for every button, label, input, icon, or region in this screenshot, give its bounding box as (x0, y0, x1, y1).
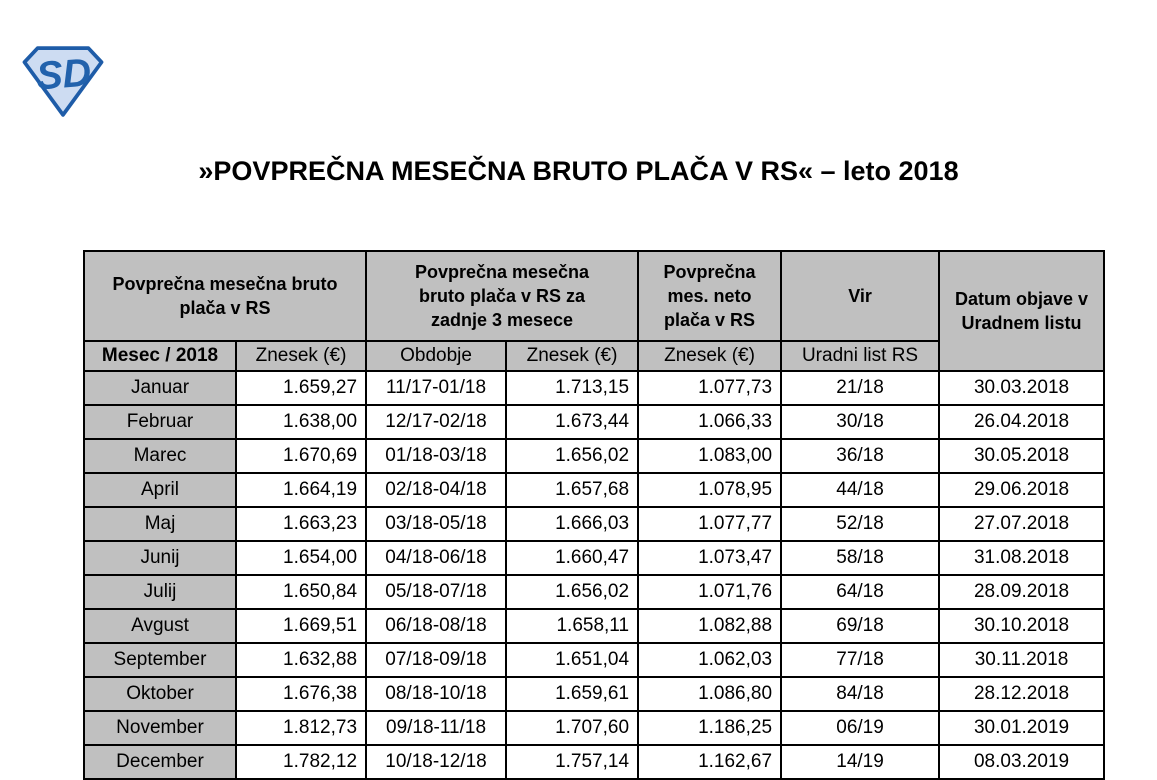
table-row (84, 507, 1104, 541)
net-amount-cell: 1.086,80 (638, 677, 781, 711)
date-cell: 30.11.2018 (939, 643, 1104, 677)
gross3m-amount-cell: 1.656,02 (506, 439, 638, 473)
gross-amount-cell: 1.782,12 (236, 745, 366, 779)
net-amount-cell: 1.077,73 (638, 371, 781, 405)
subheader-net-amount: Znesek (€) (638, 341, 781, 371)
source-cell: 77/18 (781, 643, 939, 677)
gross3m-amount-cell: 1.658,11 (506, 609, 638, 643)
period-cell: 07/18-09/18 (366, 643, 506, 677)
date-cell: 30.05.2018 (939, 439, 1104, 473)
date-cell: 30.01.2019 (939, 711, 1104, 745)
page-title: »POVPREČNA MESEČNA BRUTO PLAČA V RS« – leto 2018 (198, 156, 959, 186)
gross-amount-cell: 1.676,38 (236, 677, 366, 711)
gross-amount-cell: 1.669,51 (236, 609, 366, 643)
gross3m-amount-cell: 1.659,61 (506, 677, 638, 711)
source-cell: 52/18 (781, 507, 939, 541)
table-row (84, 677, 1104, 711)
date-cell: 26.04.2018 (939, 405, 1104, 439)
table-body (84, 371, 1104, 779)
net-amount-cell: 1.082,88 (638, 609, 781, 643)
gross3m-amount-cell: 1.757,14 (506, 745, 638, 779)
month-cell: April (84, 473, 236, 507)
net-amount-cell: 1.071,76 (638, 575, 781, 609)
date-cell: 08.03.2019 (939, 745, 1104, 779)
month-cell: Oktober (84, 677, 236, 711)
header-publication-date: Datum objave v Uradnem listu (939, 251, 1104, 371)
header-source: Vir (781, 251, 939, 341)
subheader-period: Obdobje (366, 341, 506, 371)
date-cell: 30.03.2018 (939, 371, 1104, 405)
month-cell: December (84, 745, 236, 779)
table-row (84, 609, 1104, 643)
table-row (84, 575, 1104, 609)
source-cell: 30/18 (781, 405, 939, 439)
header-group-row (84, 251, 1104, 341)
net-amount-cell: 1.073,47 (638, 541, 781, 575)
subheader-official-gazette: Uradni list RS (781, 341, 939, 371)
header-gross-salary-3-months: Povprečna mesečna bruto plača v RS za zadnje 3 mesece (366, 251, 638, 341)
gross3m-amount-cell: 1.656,02 (506, 575, 638, 609)
date-cell: 31.08.2018 (939, 541, 1104, 575)
source-cell: 64/18 (781, 575, 939, 609)
gross-amount-cell: 1.664,19 (236, 473, 366, 507)
source-cell: 69/18 (781, 609, 939, 643)
gross-amount-cell: 1.632,88 (236, 643, 366, 677)
date-cell: 27.07.2018 (939, 507, 1104, 541)
date-cell: 30.10.2018 (939, 609, 1104, 643)
net-amount-cell: 1.162,67 (638, 745, 781, 779)
period-cell: 10/18-12/18 (366, 745, 506, 779)
month-cell: Januar (84, 371, 236, 405)
net-amount-cell: 1.077,77 (638, 507, 781, 541)
source-cell: 36/18 (781, 439, 939, 473)
gross3m-amount-cell: 1.660,47 (506, 541, 638, 575)
sd-logo (16, 42, 110, 120)
source-cell: 21/18 (781, 371, 939, 405)
month-cell: Avgust (84, 609, 236, 643)
period-cell: 04/18-06/18 (366, 541, 506, 575)
table-row (84, 541, 1104, 575)
table-row (84, 371, 1104, 405)
gross-amount-cell: 1.812,73 (236, 711, 366, 745)
source-cell: 06/19 (781, 711, 939, 745)
gross-amount-cell: 1.638,00 (236, 405, 366, 439)
header-gross-salary: Povprečna mesečna bruto plača v RS (84, 251, 366, 341)
month-cell: Julij (84, 575, 236, 609)
gross-amount-cell: 1.663,23 (236, 507, 366, 541)
period-cell: 03/18-05/18 (366, 507, 506, 541)
sd-diamond-icon (16, 42, 110, 120)
net-amount-cell: 1.066,33 (638, 405, 781, 439)
period-cell: 12/17-02/18 (366, 405, 506, 439)
gross-amount-cell: 1.654,00 (236, 541, 366, 575)
subheader-gross-amount: Znesek (€) (236, 341, 366, 371)
date-cell: 29.06.2018 (939, 473, 1104, 507)
period-cell: 02/18-04/18 (366, 473, 506, 507)
gross3m-amount-cell: 1.707,60 (506, 711, 638, 745)
table-row (84, 473, 1104, 507)
period-cell: 01/18-03/18 (366, 439, 506, 473)
source-cell: 58/18 (781, 541, 939, 575)
subheader-month: Mesec / 2018 (84, 341, 236, 371)
table-row (84, 711, 1104, 745)
net-amount-cell: 1.186,25 (638, 711, 781, 745)
date-cell: 28.12.2018 (939, 677, 1104, 711)
table-row (84, 745, 1104, 779)
table-row (84, 405, 1104, 439)
gross3m-amount-cell: 1.657,68 (506, 473, 638, 507)
header-net-salary: Povprečna mes. neto plača v RS (638, 251, 781, 341)
gross3m-amount-cell: 1.673,44 (506, 405, 638, 439)
period-cell: 08/18-10/18 (366, 677, 506, 711)
month-cell: Februar (84, 405, 236, 439)
net-amount-cell: 1.083,00 (638, 439, 781, 473)
month-cell: Junij (84, 541, 236, 575)
source-cell: 44/18 (781, 473, 939, 507)
gross3m-amount-cell: 1.666,03 (506, 507, 638, 541)
gross-amount-cell: 1.659,27 (236, 371, 366, 405)
table-row (84, 439, 1104, 473)
source-cell: 84/18 (781, 677, 939, 711)
period-cell: 09/18-11/18 (366, 711, 506, 745)
gross-amount-cell: 1.650,84 (236, 575, 366, 609)
svg-text:SD: SD (34, 50, 93, 99)
month-cell: Marec (84, 439, 236, 473)
subheader-gross3m-amount: Znesek (€) (506, 341, 638, 371)
date-cell: 28.09.2018 (939, 575, 1104, 609)
month-cell: November (84, 711, 236, 745)
month-cell: September (84, 643, 236, 677)
salary-table (83, 250, 1105, 780)
month-cell: Maj (84, 507, 236, 541)
period-cell: 05/18-07/18 (366, 575, 506, 609)
period-cell: 06/18-08/18 (366, 609, 506, 643)
gross-amount-cell: 1.670,69 (236, 439, 366, 473)
gross3m-amount-cell: 1.651,04 (506, 643, 638, 677)
period-cell: 11/17-01/18 (366, 371, 506, 405)
table-row (84, 643, 1104, 677)
net-amount-cell: 1.078,95 (638, 473, 781, 507)
gross3m-amount-cell: 1.713,15 (506, 371, 638, 405)
source-cell: 14/19 (781, 745, 939, 779)
net-amount-cell: 1.062,03 (638, 643, 781, 677)
table-header (84, 251, 1104, 371)
